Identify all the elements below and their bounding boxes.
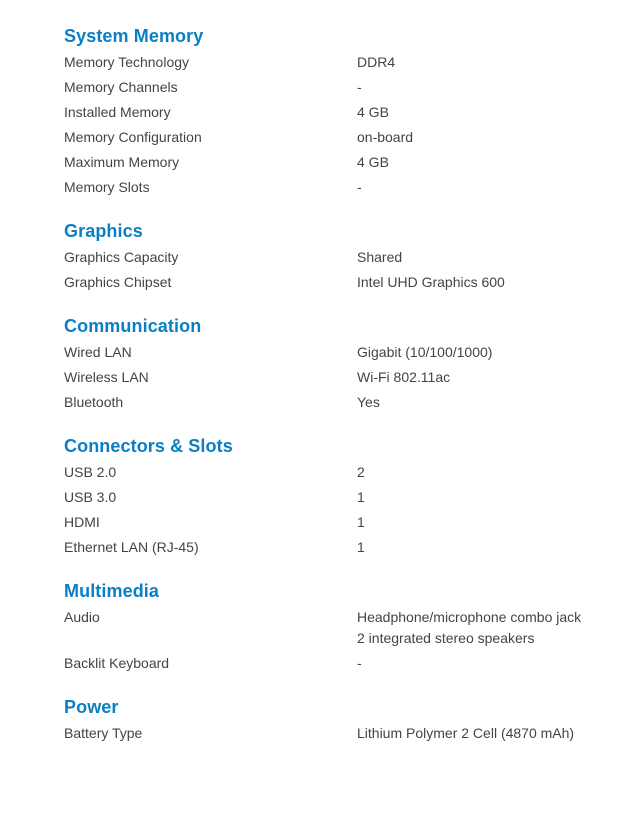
section-heading: System Memory (64, 26, 204, 46)
spec-label: Graphics Chipset (64, 274, 172, 290)
spec-value (357, 127, 604, 148)
spec-label: Maximum Memory (64, 154, 180, 170)
section-heading: Power (64, 697, 119, 717)
spec-value-line: Lithium Polymer 2 Cell (4870 mAh) (357, 725, 575, 741)
spec-value-line: on-board (357, 129, 414, 145)
spec-row (64, 342, 604, 363)
spec-label: Battery Type (64, 725, 143, 741)
spec-row (64, 653, 604, 674)
spec-label: Wired LAN (64, 344, 132, 360)
spec-label: Memory Channels (64, 79, 178, 95)
spec-value (357, 77, 604, 98)
spec-value-line: 1 (357, 539, 365, 555)
spec-row (64, 102, 604, 123)
spec-row (64, 52, 604, 73)
spec-value (357, 152, 604, 173)
spec-value (357, 607, 604, 649)
spec-value-line: Intel UHD Graphics 600 (357, 274, 505, 290)
spec-label: Wireless LAN (64, 369, 149, 385)
spec-row (64, 152, 604, 173)
section-heading: Multimedia (64, 581, 160, 601)
spec-list (64, 24, 604, 765)
spec-value-line: Yes (357, 394, 380, 410)
spec-label: USB 2.0 (64, 464, 117, 480)
spec-value (357, 537, 604, 558)
spec-value-line: 4 GB (357, 104, 389, 120)
spec-value-line: 2 (357, 464, 365, 480)
spec-value (357, 512, 604, 533)
spec-label: Graphics Capacity (64, 249, 179, 265)
spec-value-line: 2 integrated stereo speakers (357, 630, 535, 646)
spec-row (64, 272, 604, 293)
spec-value-line: Wi-Fi 802.11ac (357, 369, 451, 385)
spec-label: USB 3.0 (64, 489, 117, 505)
spec-section-graphics (64, 219, 604, 293)
spec-section-system-memory (64, 24, 604, 198)
spec-row (64, 367, 604, 388)
spec-value-line: Shared (357, 249, 403, 265)
section-heading: Communication (64, 316, 202, 336)
spec-value-line: Headphone/microphone combo jack (357, 609, 582, 625)
spec-section-connectors-slots (64, 434, 604, 558)
spec-row (64, 177, 604, 198)
spec-row (64, 607, 604, 649)
spec-value-line: 4 GB (357, 154, 389, 170)
spec-label: HDMI (64, 514, 100, 530)
spec-row (64, 392, 604, 413)
spec-row (64, 127, 604, 148)
spec-value (357, 392, 604, 413)
spec-value (357, 723, 604, 744)
spec-value (357, 102, 604, 123)
spec-section-power (64, 695, 604, 744)
spec-value-line: - (357, 79, 362, 95)
spec-label: Memory Configuration (64, 129, 202, 145)
spec-value-line: DDR4 (357, 54, 396, 70)
spec-value (357, 487, 604, 508)
spec-value (357, 177, 604, 198)
spec-row (64, 462, 604, 483)
spec-value (357, 272, 604, 293)
spec-row (64, 487, 604, 508)
spec-row (64, 77, 604, 98)
spec-label: Audio (64, 609, 100, 625)
section-heading: Connectors & Slots (64, 436, 233, 456)
spec-value-line: Gigabit (10/100/1000) (357, 344, 493, 360)
spec-value (357, 247, 604, 268)
section-heading: Graphics (64, 221, 143, 241)
spec-label: Backlit Keyboard (64, 655, 170, 671)
spec-value (357, 653, 604, 674)
spec-value (357, 462, 604, 483)
spec-row (64, 247, 604, 268)
spec-section-communication (64, 314, 604, 413)
spec-label: Memory Slots (64, 179, 150, 195)
spec-label: Bluetooth (64, 394, 124, 410)
spec-value-line: 1 (357, 489, 365, 505)
spec-value (357, 52, 604, 73)
spec-value-line: 1 (357, 514, 365, 530)
spec-row (64, 537, 604, 558)
spec-value-line: - (357, 655, 362, 671)
spec-value-line: - (357, 179, 362, 195)
spec-row (64, 512, 604, 533)
spec-value (357, 367, 604, 388)
spec-row (64, 723, 604, 744)
spec-section-multimedia (64, 579, 604, 674)
spec-value (357, 342, 604, 363)
spec-label: Memory Technology (64, 54, 190, 70)
spec-label: Ethernet LAN (RJ-45) (64, 539, 199, 555)
spec-label: Installed Memory (64, 104, 171, 120)
